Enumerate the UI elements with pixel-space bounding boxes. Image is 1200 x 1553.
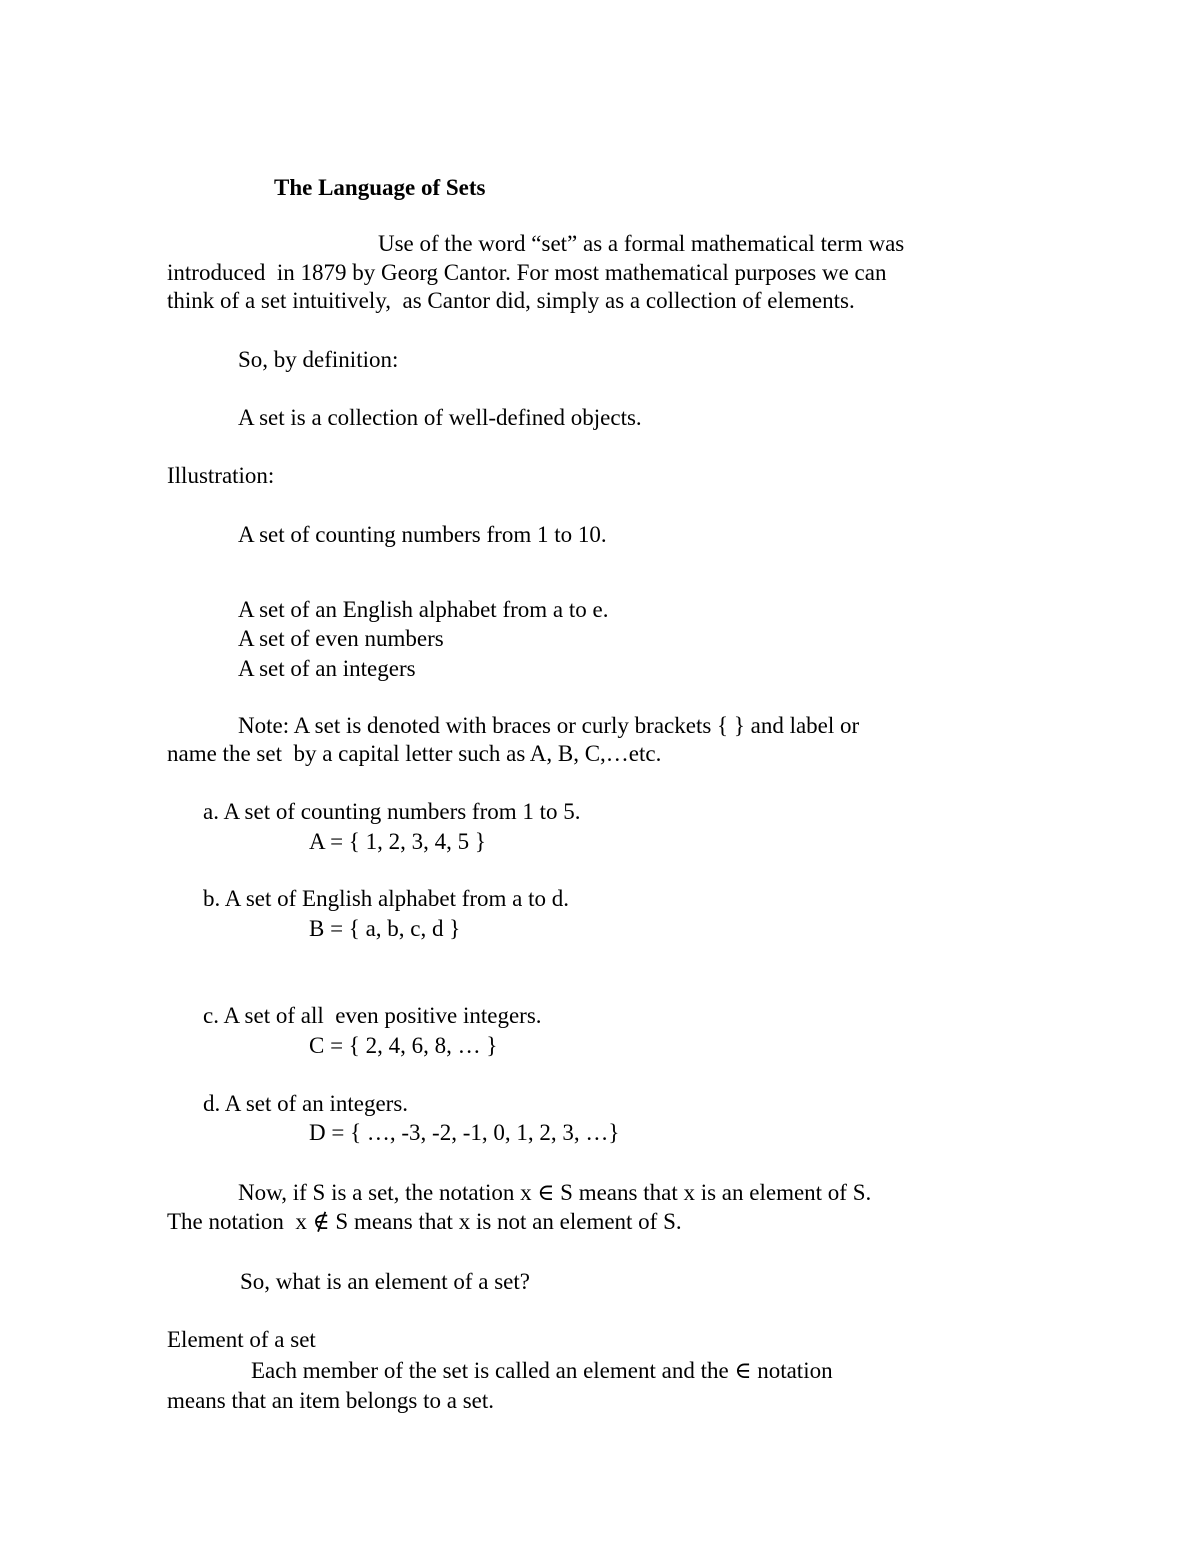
- example-notation: A = { 1, 2, 3, 4, 5 }: [309, 829, 486, 854]
- example-label: d. A set of an integers.: [203, 1091, 409, 1116]
- intro-line-2: introduced in 1879 by Georg Cantor. For most mathematical purposes we can: [167, 260, 887, 285]
- illustration-item: A set of even numbers: [238, 626, 444, 651]
- intro-line-1: Use of the word “set” as a formal mathematical term was: [378, 231, 905, 256]
- definition-lead: So, by definition:: [238, 347, 399, 372]
- question-line: So, what is an element of a set?: [240, 1269, 530, 1294]
- example-notation: C = { 2, 4, 6, 8, … }: [309, 1033, 498, 1058]
- example-notation: D = { …, -3, -2, -1, 0, 1, 2, 3, …}: [309, 1120, 620, 1145]
- note-line-1: Note: A set is denoted with braces or curly brackets { } and label or: [238, 713, 860, 738]
- example-label: a. A set of counting numbers from 1 to 5.: [203, 799, 581, 824]
- note-line-2: name the set by a capital letter such as A, B, C,…etc.: [167, 741, 662, 766]
- illustration-item: A set of an English alphabet from a to e.: [238, 597, 609, 622]
- page-title: The Language of Sets: [274, 175, 486, 200]
- illustration-item: A set of an integers: [238, 656, 416, 681]
- element-heading: Element of a set: [167, 1327, 316, 1352]
- intro-line-3: think of a set intuitively, as Cantor did, simply as a collection of elements.: [167, 288, 855, 313]
- illustration-item: A set of counting numbers from 1 to 10.: [238, 522, 607, 547]
- definition-text: A set is a collection of well-defined objects.: [238, 405, 642, 430]
- element-line-1: Each member of the set is called an element and the ∈ notation: [251, 1358, 833, 1383]
- membership-line-2: The notation x ∉ S means that x is not an element of S.: [167, 1209, 682, 1234]
- element-line-2: means that an item belongs to a set.: [167, 1388, 495, 1413]
- example-label: b. A set of English alphabet from a to d.: [203, 886, 570, 911]
- illustration-heading: Illustration:: [167, 463, 275, 488]
- example-label: c. A set of all even positive integers.: [203, 1003, 542, 1028]
- membership-line-1: Now, if S is a set, the notation x ∈ S means that x is an element of S.: [238, 1180, 872, 1205]
- example-notation: B = { a, b, c, d }: [309, 916, 461, 941]
